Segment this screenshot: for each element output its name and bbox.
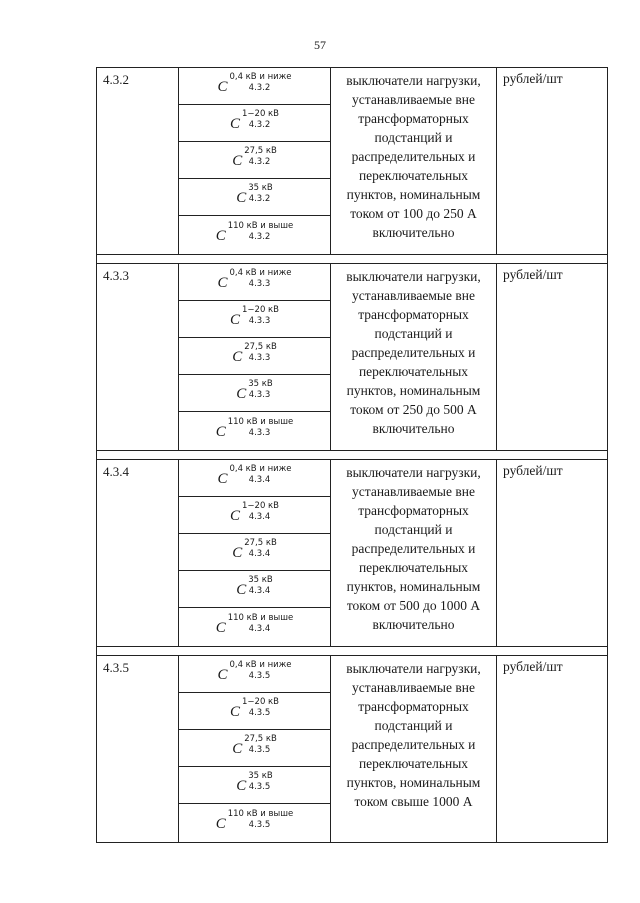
- item-description: выключатели нагрузки, устанавливаемые вне трансформаторных подстанций и распределительных и переключательных пунктов, номинальным током от 250 до 500 А включительно: [331, 264, 497, 451]
- voltage-class: 27,5 кВ: [244, 734, 277, 744]
- unit-of-measure: рублей/шт: [497, 264, 608, 451]
- rate-index: 4.3.5: [248, 820, 271, 830]
- voltage-class: 0,4 кВ и ниже: [229, 464, 292, 474]
- rate-symbol: [217, 72, 291, 100]
- rate-symbol-cell: [179, 460, 331, 497]
- unit-of-measure: рублей/шт: [497, 656, 608, 843]
- rate-symbol-cell: [179, 301, 331, 338]
- unit-of-measure: рублей/шт: [497, 460, 608, 647]
- rate-index: 4.3.3: [248, 316, 271, 326]
- voltage-class: 1−20 кВ: [242, 501, 280, 511]
- voltage-class: 0,4 кВ и ниже: [229, 660, 292, 670]
- voltage-class: 1−20 кВ: [242, 305, 280, 315]
- item-description: выключатели нагрузки, устанавливаемые вне трансформаторных подстанций и распределительных и переключательных пунктов, номинальным током свыше 1000 А: [331, 656, 497, 843]
- rate-symbol: [216, 221, 294, 249]
- rate-symbol-letter: C: [236, 386, 247, 402]
- rate-symbol-letter: C: [229, 704, 240, 720]
- table-row: [97, 460, 608, 497]
- rate-symbol-cell: [179, 412, 331, 451]
- rate-symbol-cell: [179, 338, 331, 375]
- rate-symbol-letter: C: [229, 508, 240, 524]
- rate-symbol-letter: C: [232, 349, 243, 365]
- rate-index: 4.3.3: [248, 353, 271, 363]
- unit-of-measure: рублей/шт: [497, 68, 608, 255]
- item-description: выключатели нагрузки, устанавливаемые вне трансформаторных подстанций и распределительных и переключательных пунктов, номинальным током от 100 до 250 А включительно: [331, 68, 497, 255]
- section-gap: [97, 647, 608, 656]
- rate-symbol-cell: [179, 767, 331, 804]
- rate-symbol: [236, 771, 273, 799]
- rate-symbol-cell: [179, 730, 331, 767]
- voltage-class: 35 кВ: [248, 575, 273, 585]
- table-row: [97, 68, 608, 105]
- rate-symbol: [232, 342, 277, 370]
- rate-symbol-letter: C: [236, 778, 247, 794]
- rate-index: 4.3.5: [248, 782, 271, 792]
- rate-index: 4.3.3: [248, 390, 271, 400]
- rate-index: 4.3.4: [248, 624, 271, 634]
- rate-symbol: [232, 146, 277, 174]
- voltage-class: 110 кВ и выше: [227, 809, 294, 819]
- rate-symbol-letter: C: [232, 741, 243, 757]
- rate-symbol-letter: C: [232, 545, 243, 561]
- rate-symbol-cell: [179, 216, 331, 255]
- rate-index: 4.3.2: [248, 120, 271, 130]
- rate-symbol-letter: C: [215, 620, 226, 636]
- rate-symbol: [216, 809, 294, 837]
- rate-symbol-cell: [179, 656, 331, 693]
- rate-symbol: [232, 734, 277, 762]
- rate-symbol-cell: [179, 105, 331, 142]
- rate-index: 4.3.2: [248, 232, 271, 242]
- rate-index: 4.3.3: [248, 428, 271, 438]
- rate-symbol-letter: C: [215, 816, 226, 832]
- rate-symbol: [217, 268, 291, 296]
- voltage-class: 35 кВ: [248, 771, 273, 781]
- rate-symbol: [230, 697, 279, 725]
- item-code: 4.3.5: [97, 656, 179, 843]
- item-code: 4.3.2: [97, 68, 179, 255]
- voltage-class: 110 кВ и выше: [227, 613, 294, 623]
- rate-symbol-letter: C: [217, 471, 228, 487]
- rate-index: 4.3.5: [248, 745, 271, 755]
- rate-index: 4.3.4: [248, 475, 271, 485]
- rate-symbol-cell: [179, 571, 331, 608]
- voltage-class: 1−20 кВ: [242, 697, 280, 707]
- rate-symbol: [230, 501, 279, 529]
- rate-symbol-cell: [179, 264, 331, 301]
- rate-index: 4.3.4: [248, 512, 271, 522]
- rate-symbol: [216, 613, 294, 641]
- rate-symbol-letter: C: [229, 116, 240, 132]
- rate-index: 4.3.2: [248, 194, 271, 204]
- rate-index: 4.3.3: [248, 279, 271, 289]
- table-row: [97, 656, 608, 693]
- rate-symbol-letter: C: [215, 228, 226, 244]
- rate-symbol-letter: C: [217, 79, 228, 95]
- rate-symbol: [230, 109, 279, 137]
- rate-index: 4.3.4: [248, 586, 271, 596]
- section-gap: [97, 451, 608, 460]
- rate-symbol-cell: [179, 68, 331, 105]
- rate-index: 4.3.5: [248, 708, 271, 718]
- rate-symbol-letter: C: [215, 424, 226, 440]
- voltage-class: 27,5 кВ: [244, 342, 277, 352]
- rate-symbol: [217, 464, 291, 492]
- voltage-class: 0,4 кВ и ниже: [229, 72, 292, 82]
- voltage-class: 110 кВ и выше: [227, 221, 294, 231]
- rate-symbol: [236, 575, 273, 603]
- voltage-class: 1−20 кВ: [242, 109, 280, 119]
- rate-symbol-cell: [179, 534, 331, 571]
- rate-symbol-cell: [179, 693, 331, 730]
- rate-symbol: [230, 305, 279, 333]
- table-row: [97, 264, 608, 301]
- rate-symbol-letter: C: [236, 190, 247, 206]
- voltage-class: 35 кВ: [248, 379, 273, 389]
- rate-symbol-letter: C: [232, 153, 243, 169]
- rate-symbol: [236, 183, 273, 211]
- rate-index: 4.3.5: [248, 671, 271, 681]
- rate-symbol-cell: [179, 804, 331, 843]
- rate-index: 4.3.2: [248, 83, 271, 93]
- page-number: 57: [314, 38, 326, 52]
- tariff-table: [96, 67, 608, 843]
- item-description: выключатели нагрузки, устанавливаемые вне трансформаторных подстанций и распределительных и переключательных пунктов, номинальным током от 500 до 1000 А включительно: [331, 460, 497, 647]
- rate-index: 4.3.4: [248, 549, 271, 559]
- rate-symbol-cell: [179, 142, 331, 179]
- rate-symbol-cell: [179, 497, 331, 534]
- item-code: 4.3.4: [97, 460, 179, 647]
- rate-symbol-letter: C: [217, 667, 228, 683]
- rate-symbol-letter: C: [236, 582, 247, 598]
- rate-symbol-letter: C: [229, 312, 240, 328]
- rate-symbol-letter: C: [217, 275, 228, 291]
- rate-symbol-cell: [179, 375, 331, 412]
- item-code: 4.3.3: [97, 264, 179, 451]
- voltage-class: 0,4 кВ и ниже: [229, 268, 292, 278]
- voltage-class: 110 кВ и выше: [227, 417, 294, 427]
- rate-symbol: [216, 417, 294, 445]
- voltage-class: 27,5 кВ: [244, 538, 277, 548]
- voltage-class: 35 кВ: [248, 183, 273, 193]
- voltage-class: 27,5 кВ: [244, 146, 277, 156]
- rate-symbol: [232, 538, 277, 566]
- rate-symbol: [236, 379, 273, 407]
- section-gap: [97, 255, 608, 264]
- rate-symbol-cell: [179, 179, 331, 216]
- rate-symbol: [217, 660, 291, 688]
- rate-index: 4.3.2: [248, 157, 271, 167]
- rate-symbol-cell: [179, 608, 331, 647]
